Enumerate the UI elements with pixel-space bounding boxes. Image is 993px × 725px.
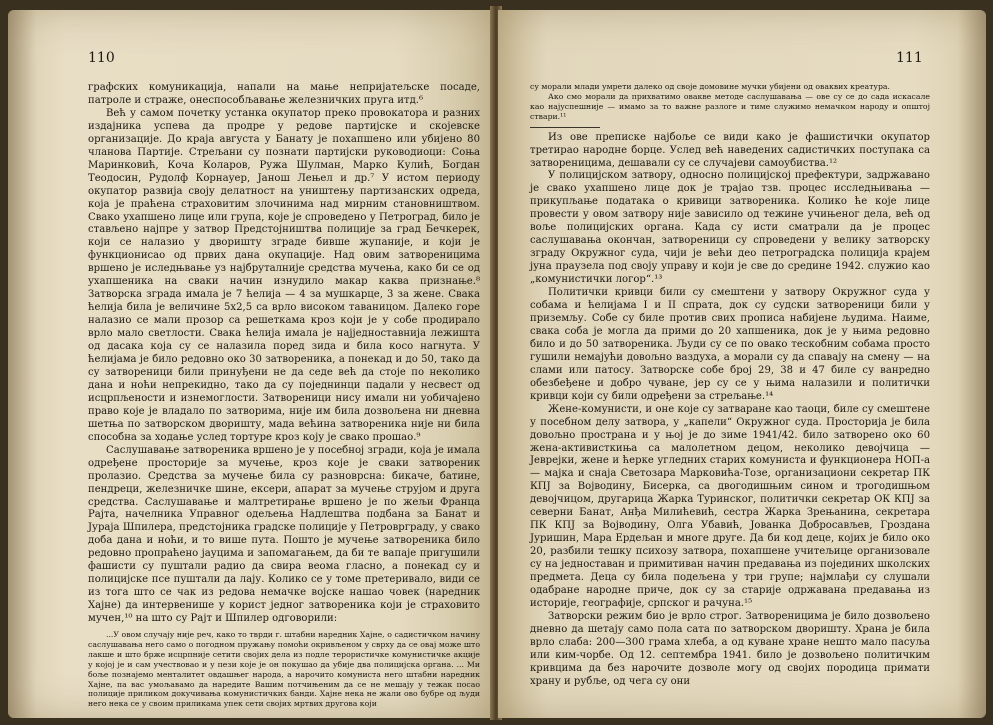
paragraph: Затворски режим био је врло строг. Затвореницима је било дозвољено дневно да шетају само пола сата по затворском дворишту. Храна је била врло слаба: 200—300 грама хлеба, а од куване хране нешто мало пасуља или ким-чорбе. Од 12. септембра 1941. било је дозвољено политичким кривцима да без нарочите дозволе могу од својих породица примати храну и рубље, од чега су они [530, 610, 930, 687]
paragraph: Жене-комунисти, и оне које су затваране као таоци, биле су смештене у посебном делу затвора, у „капели“ Окружног суда. Просторија је била довољно пространа и у њој је до зиме 1941/42. било затворено око 60 жена-активисткиња са малолетном децом, неколико девојчица — Јеврејки, жене и ћерке угледних старих комуниста и функционера НОП-а — мајка и снаја Светозара Марковића-Тозе, организациони секретар ПК КПЈ за Војводину, Бисерка, са двогодишњим сином и трогодишњом девојчицом, другарица Жарка Туринског, политички секретар ОК КПЈ за северни Банат, Анђа Милићевић, сестра Жарка Зрењанина, секретара ПК КПЈ за Војводину, Олга Убавић, Јованка Добросављев, Гроздана Јуришин, Мара Ердељан и многе друге. Да би код деце, којих је било око 20, разбили тешку психозу затвора, похапшене учитељице организовале су на једноставан и примитиван начин предавања из појединих школских предмета. Деца су била подељена у три групе; најмлађи су слушали одабране народне приче, док су за старије одржавана предавања из историје, географије, српског и рачуна.¹⁵ [530, 403, 930, 609]
footnote: ...У овом случају није реч, како то тврди г. штабни наредник Хајне, о садистичком начину саслушавања него само о погодном пружању помоћи окривљеном у сврху да се овај може што лакше и што брже исцрпније сетити својих дела из подле терористичке комунистичке акције у којој је и сам учествовао и у пези које је он покушао да убије два полицијска органа. ... Ми боље познајемо менталитет овдашњег народа, а нарочито комуниста него штабни наредник Хајне, па вас умољавамо да наредите Вашим потчињеним да се не мешају у тежак посао полиције приликом докучивања комунистичких банди. Хајне нека не жали ово бубре од људи него нека се у своим приликама упек сети својих мртвих другова који [88, 630, 480, 709]
page-number-right: 111 [896, 50, 923, 66]
page-edge-shadow [958, 10, 986, 718]
footnote-divider [530, 127, 600, 128]
paragraph: Из ове преписке најбоље се види како је фашистички окупатор третирао народне борце. Услед већ наведених садистичких поступака са затвореницима, дешавали су се случајеви самоубиства.¹² [530, 131, 930, 169]
paragraph: Политички кривци били су смештени у затвору Окружног суда у собама и ћелијама I и II спрата, док су судски затвореници били у приземљу. Собе су биле против свих прописа набијене људима. Наиме, свака соба је могла да прими до 20 хапшеника, док је у њима редовно било и до 50 затвореника. Људи су се по овако тескобним собама просто гушили немајући довољно ваздуха, а морали су да спавају на смену — на слами или патосу. Затворске собе број 29, 38 и 47 биле су ванредно обезбеђене и добро чуване, јер су се у њима налазили и политички кривци који су били одређени за стрељање.¹⁴ [530, 287, 930, 402]
page-number-left: 110 [88, 50, 115, 66]
left-page-text [88, 82, 480, 709]
footnote: Ако смо морали да прихватимо овакве методе саслушавања — ове су се до сада искасале као најуспешније — имамо за то важне разлоге и тиме служимо немачком народу и општој ствари.¹¹ [530, 91, 930, 121]
right-page-text [530, 82, 930, 689]
page-edge-shadow [8, 10, 36, 718]
footnote-continued: су морали млади умрети далеко од своје домовине мучки убијени од оваквих креатура. [530, 82, 890, 91]
left-page [8, 10, 494, 718]
right-page [498, 10, 986, 718]
paragraph: Већ у самом почетку устанка окупатор преко провокатора и разних издајника успева да продре у редове партијске и скојевске организације. До краја августа у Банату је похапшено или убијено 80 чланова Партије. Стрељани су познати партијски руководиоци: Соња Маринковић, Коча Коларов, Ружа Шулман, Марко Кулић, Богдан Теодосин, Рудолф Корнауер, Јанош Лењел и др.⁷ У истом периоду окупатор развија своју делатност на уништењу партизанских одреда, која је праћена страховитим злочинима над мирним становништвом. Свако ухапшено лице или група, које је спроведено у Петроград, било је стављено најпре у затвор Предстојништва полиције за град Бечкерек, који се налазио у дворишту зграде бивше жупаније, и који је функционисао од првих дана окупације. Над овим затвореницима вршено је иследњвање уз најбруталније средства мучења, како би се од ухапшеника на сваки начин изнудило макар каква признање.⁸ Затворска зграда имала је 7 ћелија — 4 за мушкарце, 3 за жене. Свака ћелија била је величине 5x2,5 са врло високом таваницом. Далеко горе налазио се мали прозор са решеткама кроз који је у собе продирало врло мало светлости. Свака ћелија имала је најједноставнија лежишта од дасака која су се налазила поред зида и била косо нагнута. У ћелијама је било редовно око 30 затвореника, а понекад и до 50, тако да су затвореници били принуђени не да седе већ да стоје по неколико дана и ноћи непрекидно, тако да су поједнинци падали у несвест од исцрпљености и изнемоглости. Затвореници нису имали ни уобичајено право које је владало по затворима, није им била дозвољена ни дневна шетња по затворском дворишту, мада већина затвореника није ни била способна за ходање услед тортуре кроз коју је свако прошао.⁹ [88, 107, 480, 443]
paragraph: У полицијском затвору, односно полицијској префектури, задржавано је свако ухапшено лице док је трајао тзв. процес исследњивања — прикупљање података о кривици затвореника. Колико ће које лице провести у овом затвору није зависило од тежине учињеног дела, већ од воље полицијских органа. Када су исти сматрали да је процес саслушавања окончан, затвореници су спроведени у велику затворску зграду Окружног суда, чији је већи део петроградска полиција крајем јуна праузела под своју управу и који је све до средине 1942. служио као „комунистички логор“.¹³ [530, 170, 930, 286]
paragraph: Саслушавање затвореника вршено је у посебној згради, која је имала одређене просторије за мучење, кроз које је сваки затвореник пролазио. Средства за мучење била су разноврсна: бикаче, батине, пендреци, железничке шине, ексери, апарат за мучење струјом и друга средства. Саслушавање и малтретирање вршено је по жељи Франца Рајта, начелника Управног одељења Надлештва подбана за Банат и Јураја Шпилера, предстојника градске полиције у Петроврграду, у свако доба дана и ноћи, и то више пута. Пошто је мучење затвореника било редовно пропраћено јауцима и запомагањем, да би те вапаје пригушили фашисти су пуштали радио да свира веома гласно, а понекад су и полицијске псе пуштали да лају. Колико се у томе претеривало, види се из тога што се чак из редова немачке војске нашао човек (наредник Хајне) да интервенише у корист једног затвореника који је страховито мучен,¹⁰ на што су Рајт и Шпилер одговорили: [88, 444, 480, 625]
paragraph: графских комуникација, напали на мање непријатељске посаде, патроле и страже, онеспособљавање железничких пруга итд.⁶ [88, 82, 480, 106]
